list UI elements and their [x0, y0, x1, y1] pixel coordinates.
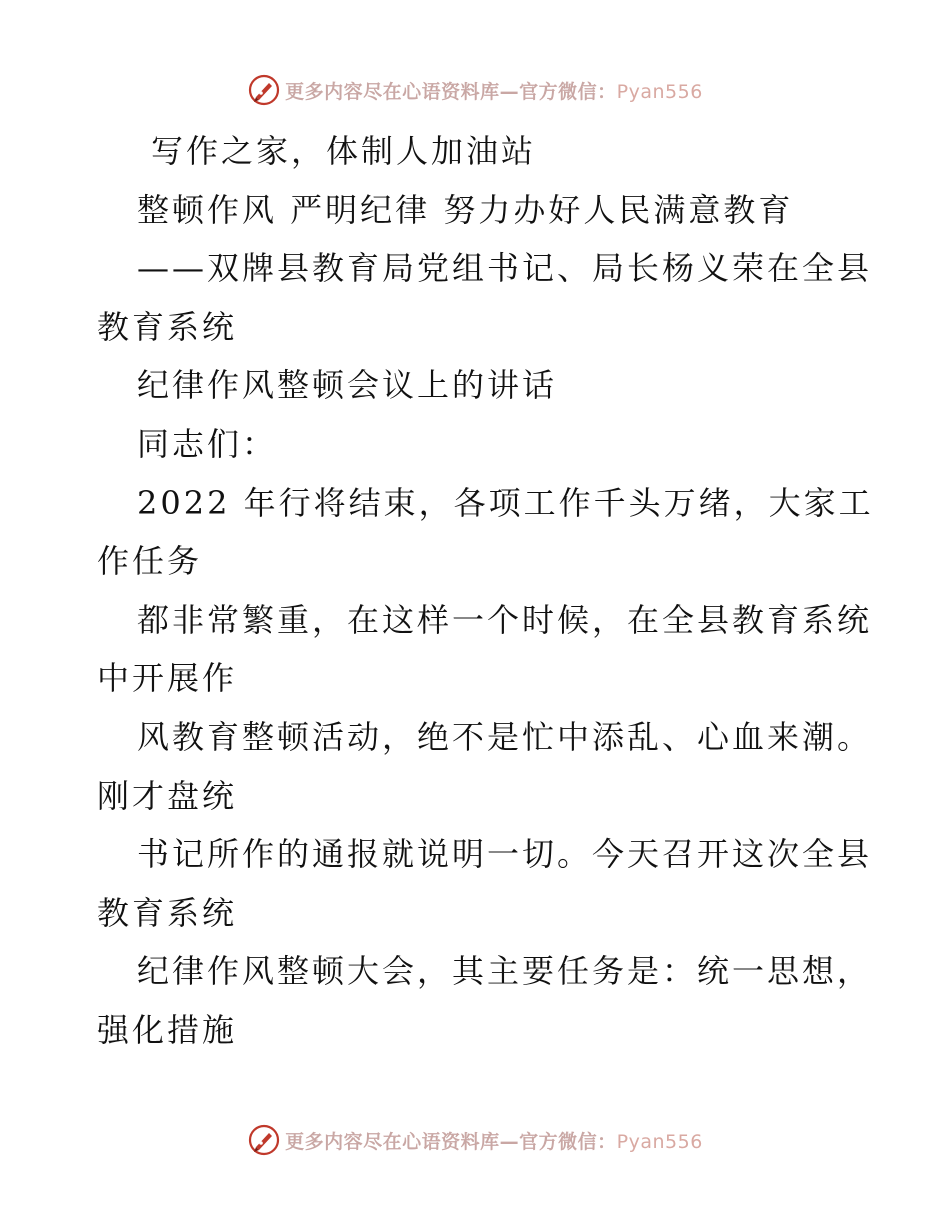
- footer-banner-text: 更多内容尽在心语资料库—官方微信：Pyan556: [285, 1130, 703, 1153]
- paragraph-line: 中开展作: [97, 659, 238, 698]
- paragraph-line: 刚才盘统: [97, 776, 238, 815]
- paragraph-line: 风教育整顿活动，绝不是忙中添乱、心血来潮。: [137, 717, 873, 756]
- speech-subtitle-line-1: ——双牌县教育局党组书记、局长杨义荣在全县: [137, 249, 873, 288]
- header-banner-content: [247, 73, 703, 107]
- document-body: [97, 122, 874, 1060]
- salutation: 同志们：: [137, 424, 278, 463]
- speech-subtitle-line-2: 教育系统: [97, 307, 238, 346]
- paragraph-line: 教育系统: [97, 893, 238, 932]
- header-banner: [0, 70, 950, 110]
- footer-banner-content: [247, 1123, 703, 1157]
- paragraph-line: 作任务: [97, 542, 203, 581]
- paragraph-line: 纪律作风整顿大会，其主要任务是：统一思想，: [137, 952, 873, 991]
- paragraph-line: 都非常繁重，在这样一个时候，在全县教育系统: [137, 600, 873, 639]
- header-banner-text: 更多内容尽在心语资料库—官方微信：Pyan556: [285, 80, 703, 103]
- site-slogan: 写作之家，体制人加油站: [151, 132, 537, 170]
- speech-subtitle-line-3: 纪律作风整顿会议上的讲话: [137, 366, 558, 405]
- pen-logo-icon: [247, 1123, 281, 1157]
- paragraph-line: 强化措施: [97, 1010, 238, 1049]
- speech-title: 整顿作风 严明纪律 努力办好人民满意教育: [137, 190, 794, 229]
- paragraph-line: 书记所作的通报就说明一切。今天召开这次全县: [137, 835, 873, 874]
- paragraph-line: 2022 年行将结束，各项工作千头万绪，大家工: [137, 483, 874, 522]
- pen-logo-icon: [247, 73, 281, 107]
- footer-banner: [0, 1120, 950, 1160]
